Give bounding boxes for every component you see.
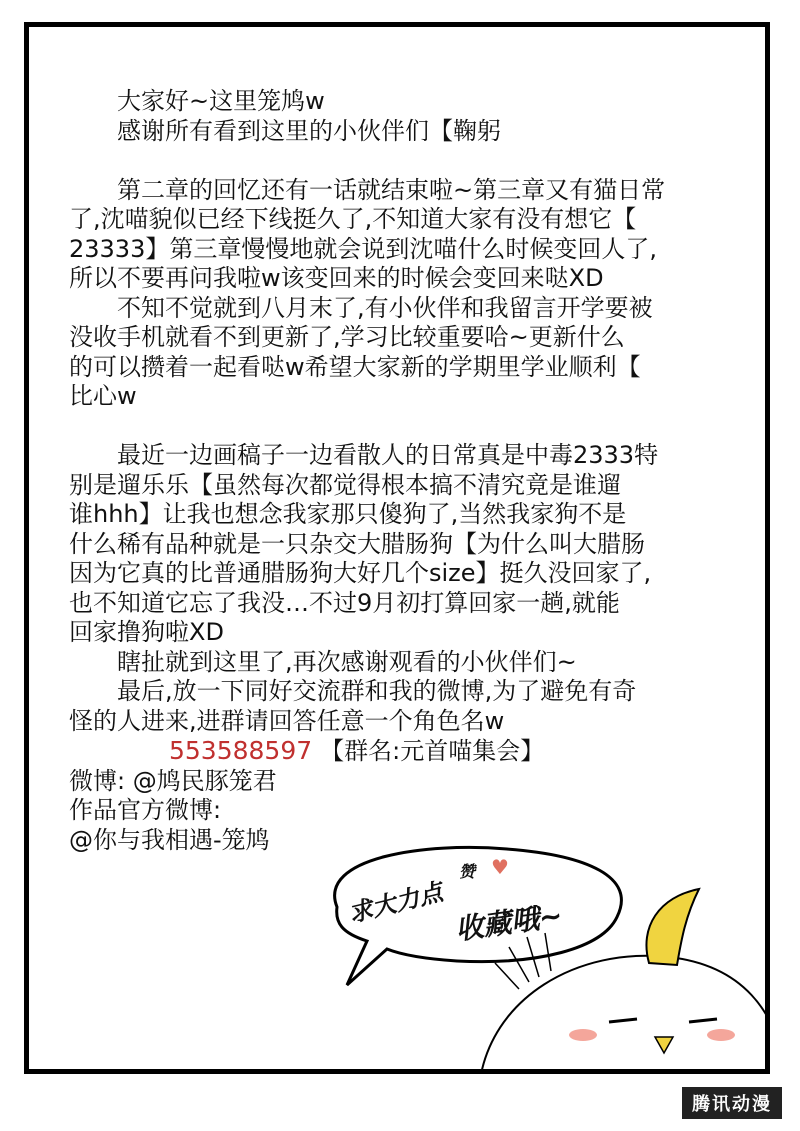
paragraph-4-line: 瞎扯就到这里了,再次感谢观看的小伙伴们~ [117,647,577,676]
bird-mascot [459,887,770,1074]
speech-line-1b: 赞 [459,862,476,881]
bird-mascot-drawing [459,887,770,1074]
speech-line-2: 收藏哦~ [453,898,565,947]
paragraph-3-line: 也不知道它忘了我没…不过9月初打算回家一趟,就能 [69,588,620,617]
paragraph-3-line: 回家撸狗啦XD [69,618,224,646]
paragraph-2-line: 不知不觉就到八月末了,有小伙伴和我留言开学要被 [117,293,653,322]
paragraph-3-line: 因为它真的比普通腊肠狗大好几个size】挺久没回家了, [69,559,652,587]
tencent-comic-watermark: 腾讯动漫 [682,1087,782,1119]
paragraph-1-line: 所以不要再问我啦w该变回来的时候会变回来哒XD [69,264,604,292]
paragraph-3-line: 最近一边画稿子一边看散人的日常真是中毒2333特 [117,441,659,469]
group-info [169,736,729,767]
official-weibo-label: 作品官方微博: [69,796,222,824]
greeting-line-2: 感谢所有看到这里的小伙伴们【鞠躬 [117,116,501,145]
paragraph-1-line: 了,沈喵貌似已经下线挺久了,不知道大家有没有想它【 [69,205,637,233]
author-letter [69,87,729,855]
paragraph-1-line: 23333】第三章慢慢地就会说到沈喵什么时候变回人了, [69,234,657,263]
greeting-line-1: 大家好~这里笼鸠w [117,87,325,115]
qq-group-number: 553588597 [169,736,313,765]
paragraph-3-line: 谁hhh】让我也想念我家那只傻狗了,当然我家狗不是 [69,500,627,528]
paragraph-1-line: 第二章的回忆还有一话就结束啦~第三章又有猫日常 [117,175,666,204]
page-frame [24,22,770,1074]
heart-icon: ♥ [491,855,509,879]
speech-line-1: 求大力点 [345,877,446,929]
paragraph-5-line: 怪的人进来,进群请回答任意一个角色名w [69,706,505,735]
paragraph-3-line: 别是遛乐乐【虽然每次都觉得根本搞不清究竟是谁遛 [69,470,621,499]
paragraph-2-line: 没收手机就看不到更新了,学习比较重要哈~更新什么 [69,323,625,351]
paragraph-2-line: 比心w [69,382,137,410]
official-weibo-handle: @你与我相遇-笼鸠 [69,825,270,854]
paragraph-2-line: 的可以攒着一起看哒w希望大家新的学期里学业顺利【 [69,352,641,381]
paragraph-3-line: 什么稀有品种就是一只杂交大腊肠狗【为什么叫大腊肠 [69,529,645,558]
paragraph-5-line: 最后,放一下同好交流群和我的微博,为了避免有奇 [117,677,637,705]
weibo-line: 微博: @鸠民豚笼君 [69,766,277,795]
qq-group-name: 【群名:元首喵集会】 [320,737,545,765]
